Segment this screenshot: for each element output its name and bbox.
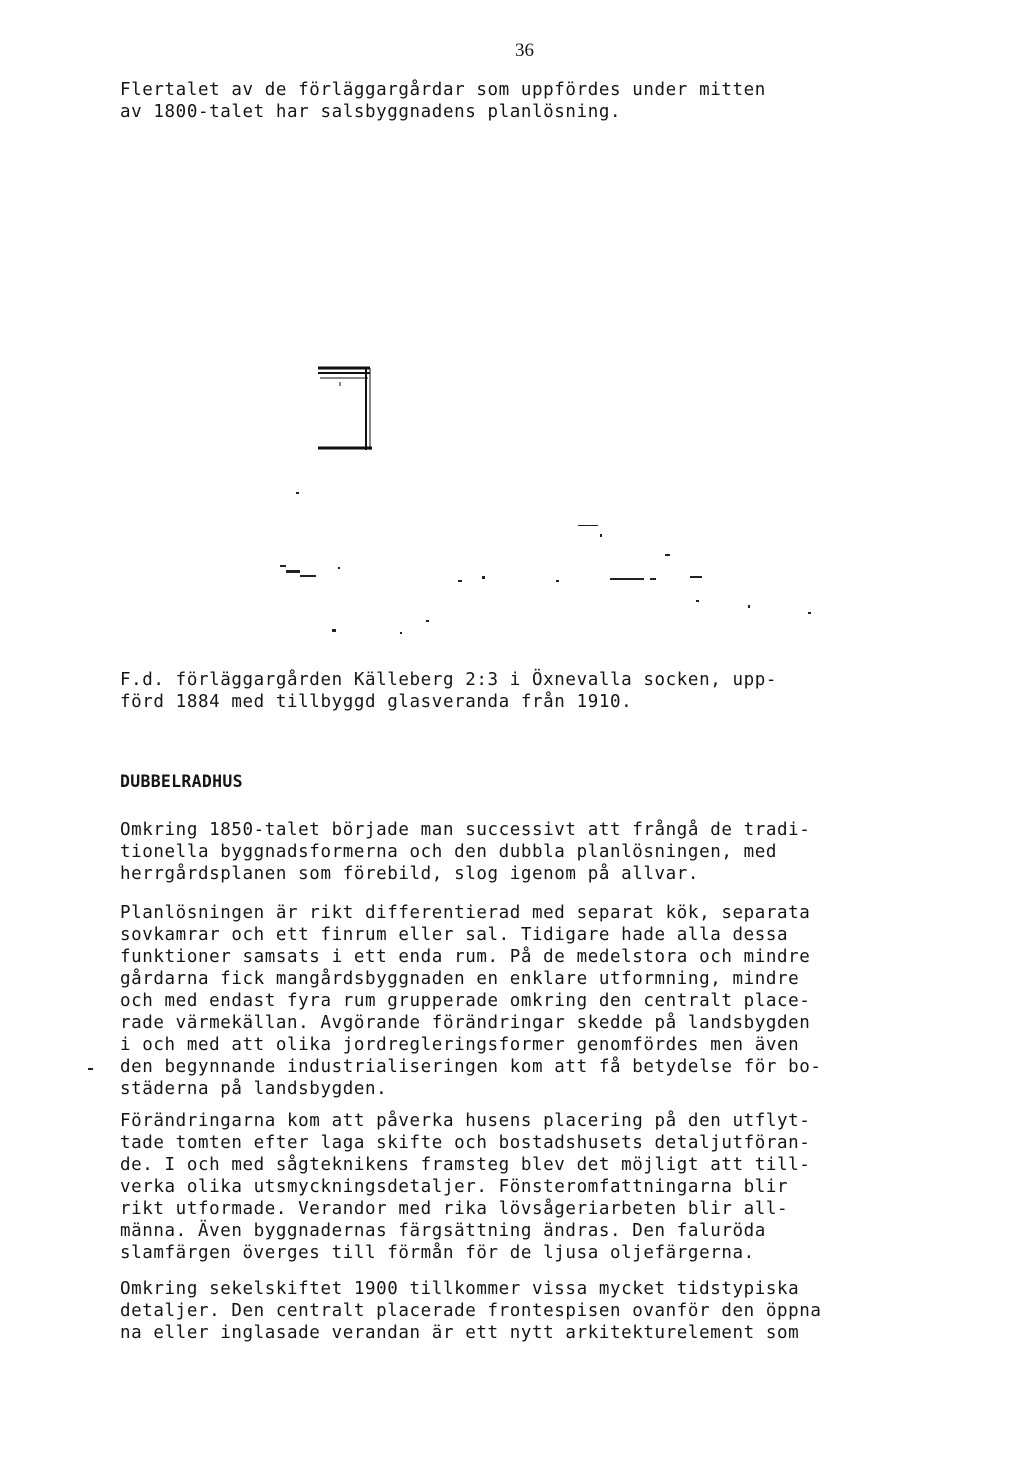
paragraph-line: na eller inglasade verandan är ett nytt arkitekturelement som bbox=[120, 1323, 800, 1343]
paragraph-line: och med endast fyra rum grupperade omkring den centralt place- bbox=[120, 991, 811, 1011]
paragraph-line: Omkring 1850-talet började man successivt att frångå de tradi- bbox=[120, 820, 811, 840]
caption-line: F.d. förläggargården Källeberg 2:3 i Öxnevalla socken, upp- bbox=[120, 670, 778, 690]
caption-line: förd 1884 med tillbyggd glasveranda från 1910. bbox=[120, 692, 633, 712]
paragraph-line: rade värmekällan. Avgörande förändringar skedde på landsbygden bbox=[120, 1013, 811, 1033]
page-number: 36 bbox=[515, 40, 534, 61]
intro-paragraph bbox=[120, 79, 900, 123]
intro-line: Flertalet av de förläggargårdar som uppfördes under mitten bbox=[120, 80, 766, 100]
paragraph-line: funktioner samsats i ett enda rum. På de medelstora och mindre bbox=[120, 947, 811, 967]
section-heading: DUBBELRADHUS bbox=[120, 772, 243, 791]
paragraph-line: verka olika utsmyckningsdetaljer. Fönsteromfattningarna blir bbox=[120, 1177, 789, 1197]
paragraph-line: sovkamrar och ett finrum eller sal. Tidigare hade alla dessa bbox=[120, 925, 789, 945]
paragraph-line: Förändringarna kom att påverka husens placering på den utflyt- bbox=[120, 1111, 811, 1131]
figure-caption bbox=[120, 669, 900, 713]
paragraph-4 bbox=[120, 1278, 900, 1344]
paragraph-line: i och med att olika jordregleringsformer genomfördes men även bbox=[120, 1035, 800, 1055]
paragraph-line: städerna på landsbygden. bbox=[120, 1079, 388, 1099]
margin-mark bbox=[88, 1068, 93, 1070]
paragraph-2 bbox=[120, 902, 900, 1100]
paragraph-line: gårdarna fick mangårdsbyggnaden en enklare utformning, mindre bbox=[120, 969, 800, 989]
paragraph-line: männa. Även byggnadernas färgsättning ändras. Den faluröda bbox=[120, 1221, 766, 1241]
paragraph-line: tade tomten efter laga skifte och bostadshusets detaljutföran- bbox=[120, 1133, 811, 1153]
paragraph-line: slamfärgen överges till förmån för de ljusa oljefärgerna. bbox=[120, 1243, 755, 1263]
paragraph-line: de. I och med sågteknikens framsteg blev det möjligt att till- bbox=[120, 1155, 811, 1175]
house-photograph bbox=[200, 160, 820, 655]
paragraph-line: rikt utformade. Verandor med rika lövsågeriarbeten blir all- bbox=[120, 1199, 789, 1219]
paragraph-3 bbox=[120, 1110, 900, 1264]
paragraph-1 bbox=[120, 819, 900, 885]
paragraph-line: tionella byggnadsformerna och den dubbla planlösningen, med bbox=[120, 842, 778, 862]
paragraph-line: herrgårdsplanen som förebild, slog igenom på allvar. bbox=[120, 864, 700, 884]
paragraph-line: Planlösningen är rikt differentierad med separat kök, separata bbox=[120, 903, 811, 923]
paragraph-line: den begynnande industrialiseringen kom att få betydelse för bo- bbox=[120, 1057, 822, 1077]
paragraph-line: detaljer. Den centralt placerade frontespisen ovanför den öppna bbox=[120, 1301, 822, 1321]
intro-line: av 1800-talet har salsbyggnadens planlösning. bbox=[120, 102, 622, 122]
paragraph-line: Omkring sekelskiftet 1900 tillkommer vissa mycket tidstypiska bbox=[120, 1279, 800, 1299]
